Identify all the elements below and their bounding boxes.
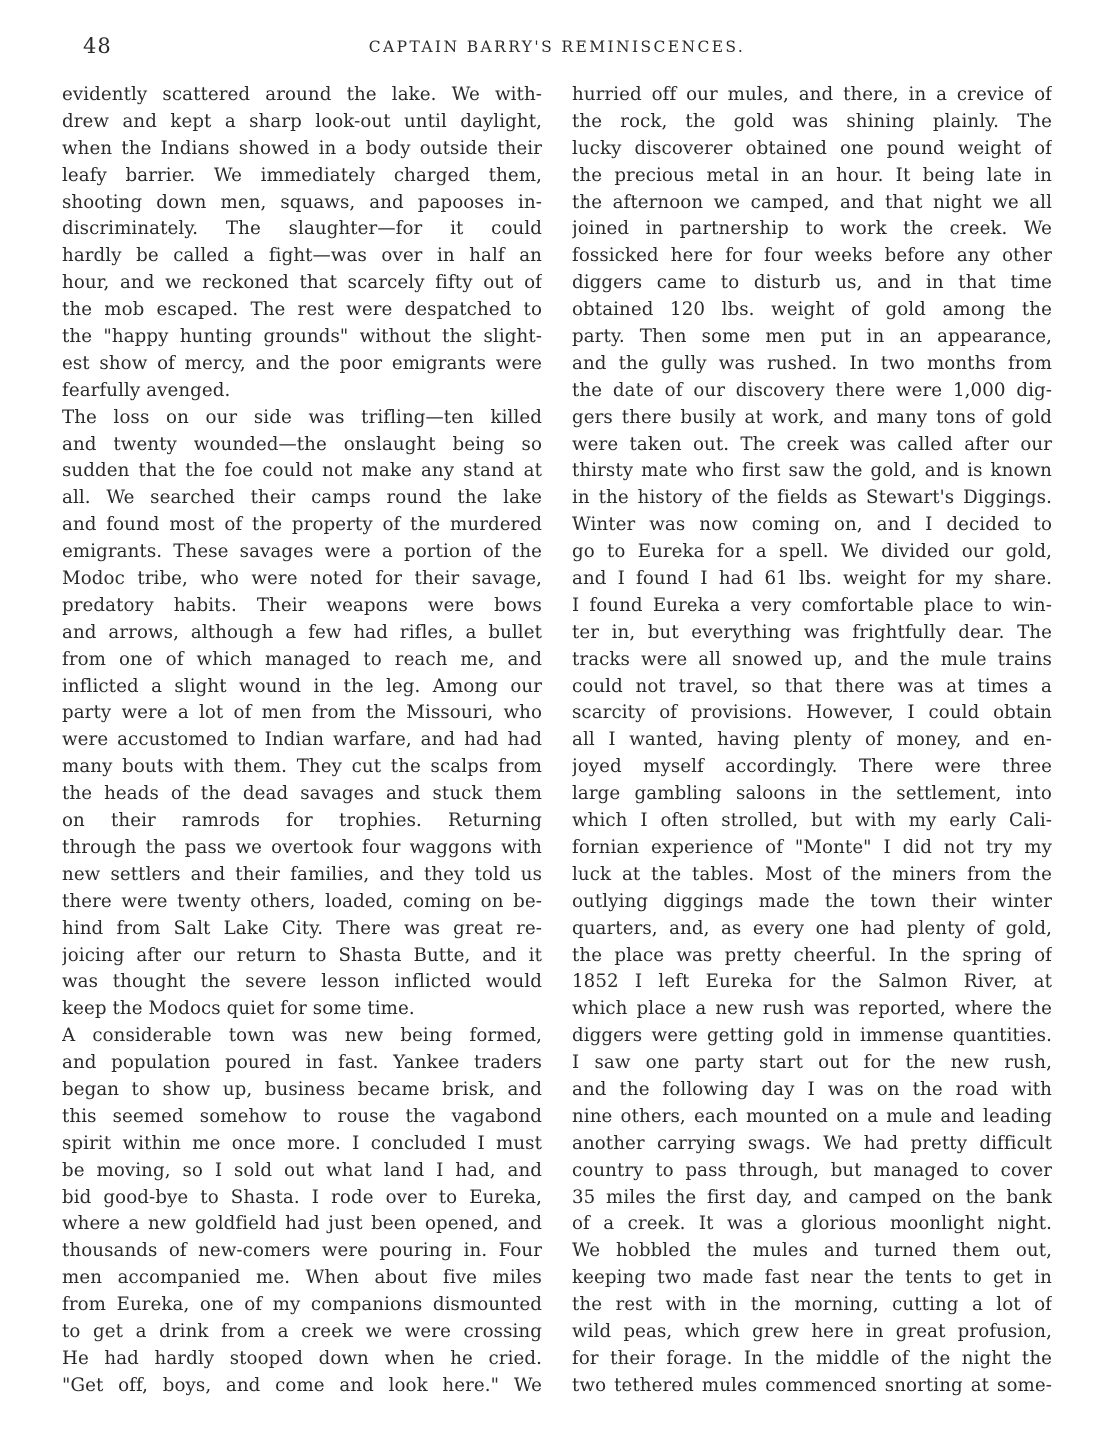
text-line: on their ramrods for trophies. Returning — [62, 810, 542, 832]
text-line: large gambling saloons in the settlement, into — [572, 783, 1052, 805]
text-line: the rest with in the morning, cutting a lot of — [572, 1294, 1052, 1316]
text-line: and found most of the property of the murdered — [62, 514, 542, 536]
text-line: diggers were getting gold in immense quantities. — [572, 1025, 1052, 1047]
text-line: where a new goldfield had just been opened, and — [62, 1213, 542, 1235]
text-line: diggers came to disturb us, and in that time — [572, 272, 1052, 294]
text-line: and the following day I was on the road with — [572, 1078, 1052, 1100]
text-line: joyed myself accordingly. There were three — [572, 756, 1052, 778]
text-line: this seemed somehow to rouse the vagabond — [62, 1105, 542, 1127]
page-number: 48 — [83, 34, 112, 58]
text-line: predatory habits. Their weapons were bows — [62, 594, 542, 616]
text-line: thousands of new-comers were pouring in. Four — [62, 1240, 542, 1262]
text-line: the afternoon we camped, and that night we all — [572, 191, 1052, 213]
text-line: were taken out. The creek was called after our — [572, 433, 1052, 455]
text-line: the heads of the dead savages and stuck them — [62, 783, 542, 805]
running-head: CAPTAIN BARRY'S REMINISCENCES. — [368, 38, 746, 56]
text-line: another carrying swags. We had pretty difficult — [572, 1132, 1052, 1154]
text-line: I saw one party start out for the new rush, — [572, 1052, 1052, 1074]
text-line: "Get off, boys, and come and look here." We — [62, 1374, 542, 1396]
text-line: lucky discoverer obtained one pound weight of — [572, 137, 1052, 159]
text-line: when the Indians showed in a body outside their — [62, 137, 542, 159]
text-line: and population poured in fast. Yankee traders — [62, 1052, 542, 1074]
text-line: the "happy hunting grounds" without the slight- — [62, 326, 542, 348]
right-column — [572, 82, 1052, 1400]
text-line: men accompanied me. When about five miles — [62, 1267, 542, 1289]
text-line: party were a lot of men from the Missouri, who — [62, 702, 542, 724]
text-line: and arrows, although a few had rifles, a bullet — [62, 621, 542, 643]
text-line: new settlers and their families, and they told us — [62, 863, 542, 885]
text-line: obtained 120 lbs. weight of gold among the — [572, 299, 1052, 321]
text-line: the precious metal in an hour. It being late in — [572, 164, 1052, 186]
text-line: in the history of the fields as Stewart's Diggings. — [572, 487, 1052, 509]
text-line: and twenty wounded—the onslaught being so — [62, 433, 542, 455]
text-line: there were twenty others, loaded, coming on be- — [62, 890, 542, 912]
text-line: through the pass we overtook four waggons with — [62, 836, 542, 858]
text-line: of a creek. It was a glorious moonlight night. — [572, 1213, 1052, 1235]
text-line: which I often strolled, but with my early Cali- — [572, 810, 1052, 832]
text-line: nine others, each mounted on a mule and leading — [572, 1105, 1052, 1127]
text-line: to get a drink from a creek we were crossing — [62, 1320, 542, 1342]
text-line: wild peas, which grew here in great profusion, — [572, 1320, 1052, 1342]
text-line: Winter was now coming on, and I decided to — [572, 514, 1052, 536]
text-line: hardly be called a fight—was over in half an — [62, 245, 542, 267]
text-line: drew and kept a sharp look-out until daylight, — [62, 110, 542, 132]
text-line: began to show up, business became brisk, and — [62, 1078, 542, 1100]
text-line: go to Eureka for a spell. We divided our gold, — [572, 541, 1052, 563]
text-line: for their forage. In the middle of the night the — [572, 1347, 1052, 1369]
text-line: thirsty mate who first saw the gold, and is known — [572, 460, 1052, 482]
text-line: fossicked here for four weeks before any other — [572, 245, 1052, 267]
text-line: spirit within me once more. I concluded I must — [62, 1132, 542, 1154]
text-line: was thought the severe lesson inflicted would — [62, 971, 542, 993]
text-line: joicing after our return to Shasta Butte, and it — [62, 944, 542, 966]
text-line: shooting down men, squaws, and papooses in- — [62, 191, 542, 213]
text-line: from one of which managed to reach me, and — [62, 648, 542, 670]
text-line: ter in, but everything was frightfully dear. The — [572, 621, 1052, 643]
text-line: discriminately. The slaughter—for it could — [62, 218, 542, 240]
text-line: joined in partnership to work the creek. We — [572, 218, 1052, 240]
text-line: tracks were all snowed up, and the mule trains — [572, 648, 1052, 670]
text-line: be moving, so I sold out what land I had, and — [62, 1159, 542, 1181]
text-line: all. We searched their camps round the lake — [62, 487, 542, 509]
text-line: A considerable town was new being formed, — [62, 1025, 542, 1047]
text-line: the mob escaped. The rest were despatched to — [62, 299, 542, 321]
text-line: fearfully avenged. — [62, 379, 231, 401]
text-line: the place was pretty cheerful. In the spring of — [572, 944, 1052, 966]
text-line: leafy barrier. We immediately charged them, — [62, 164, 542, 186]
text-line: keeping two made fast near the tents to get in — [572, 1267, 1052, 1289]
text-line: fornian experience of "Monte" I did not try my — [572, 836, 1052, 858]
text-line: evidently scattered around the lake. We with- — [62, 84, 542, 105]
text-line: 1852 I left Eureka for the Salmon River, at — [572, 971, 1052, 993]
text-line: and the gully was rushed. In two months from — [572, 352, 1052, 374]
text-line: emigrants. These savages were a portion of the — [62, 541, 542, 563]
text-line: two tethered mules commenced snorting at some- — [572, 1374, 1052, 1396]
text-line: bid good-bye to Shasta. I rode over to Eureka, — [62, 1186, 542, 1208]
text-line: hurried off our mules, and there, in a crevice of — [572, 84, 1052, 105]
text-line: He had hardly stooped down when he cried. — [62, 1347, 542, 1369]
text-line: outlying diggings made the town their winter — [572, 890, 1052, 912]
text-line: Modoc tribe, who were noted for their savage, — [62, 568, 542, 590]
text-line: many bouts with them. They cut the scalps from — [62, 756, 542, 778]
text-line: I found Eureka a very comfortable place to win- — [572, 594, 1052, 616]
text-line: and I found I had 61 lbs. weight for my share. — [572, 568, 1052, 590]
text-line: the rock, the gold was shining plainly. The — [572, 110, 1052, 132]
text-line: quarters, and, as every one had plenty of gold, — [572, 917, 1052, 939]
text-line: country to pass through, but managed to cover — [572, 1159, 1052, 1181]
text-line: could not travel, so that there was at times a — [572, 675, 1052, 697]
text-line: hind from Salt Lake City. There was great re- — [62, 917, 542, 939]
text-line: the date of our discovery there were 1,000 dig- — [572, 379, 1052, 401]
text-line: scarcity of provisions. However, I could obtain — [572, 702, 1052, 724]
text-line: 35 miles the first day, and camped on the bank — [572, 1186, 1052, 1208]
text-line: inflicted a slight wound in the leg. Among our — [62, 675, 542, 697]
text-line: sudden that the foe could not make any stand at — [62, 460, 542, 482]
text-line: est show of mercy, and the poor emigrants were — [62, 352, 542, 374]
text-line: We hobbled the mules and turned them out, — [572, 1240, 1052, 1262]
text-line: gers there busily at work, and many tons of gold — [572, 406, 1052, 428]
text-line: hour, and we reckoned that scarcely fifty out of — [62, 272, 542, 294]
text-line: party. Then some men put in an appearance, — [572, 326, 1052, 348]
text-line: The loss on our side was trifling—ten killed — [62, 406, 542, 428]
text-line: were accustomed to Indian warfare, and had had — [62, 729, 542, 751]
left-column — [62, 82, 542, 1400]
text-line: all I wanted, having plenty of money, and en- — [572, 729, 1052, 751]
text-line: from Eureka, one of my companions dismounted — [62, 1294, 542, 1316]
text-line: keep the Modocs quiet for some time. — [62, 998, 415, 1020]
text-line: luck at the tables. Most of the miners from the — [572, 863, 1052, 885]
text-line: which place a new rush was reported, where the — [572, 998, 1052, 1020]
